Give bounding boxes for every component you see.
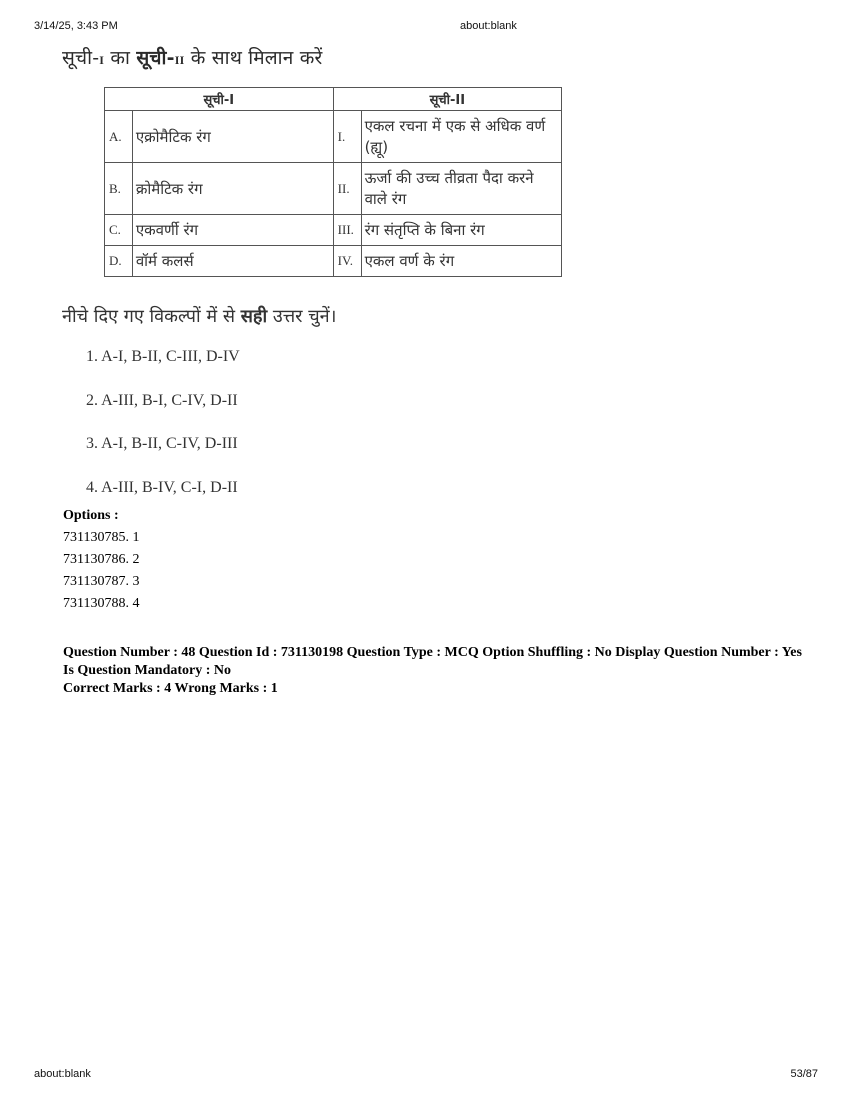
instruction-bold: सही bbox=[240, 306, 268, 327]
title-list2-roman: II bbox=[174, 53, 185, 67]
choice-item: 2. A-III, B-I, C-IV, D-II bbox=[86, 392, 238, 409]
print-url: about:blank bbox=[460, 20, 517, 32]
row-match: एकल रचना में एक से अधिक वर्ण (ह्यू) bbox=[361, 111, 561, 163]
row-item: क्रोमैटिक रंग bbox=[132, 163, 333, 215]
header-list1: सूची-I bbox=[105, 88, 334, 111]
row-item: एकवर्णी रंग bbox=[132, 215, 333, 246]
instruction bbox=[62, 304, 336, 328]
instruction-post: उत्तर चुनें। bbox=[267, 306, 337, 327]
option-item: 731130787. 3 bbox=[63, 574, 140, 589]
title-pre: सूची- bbox=[62, 47, 100, 69]
row-match: एकल वर्ण के रंग bbox=[361, 246, 561, 277]
print-datetime: 3/14/25, 3:43 PM bbox=[34, 20, 118, 32]
title-bold: सूची- bbox=[136, 47, 175, 69]
header-list2: सूची-II bbox=[333, 88, 561, 111]
row-match: रंग संतृप्ति के बिना रंग bbox=[361, 215, 561, 246]
question-title bbox=[62, 44, 323, 70]
row-num: IV. bbox=[333, 246, 361, 277]
row-key: A. bbox=[105, 111, 133, 163]
row-key: B. bbox=[105, 163, 133, 215]
title-post: के साथ मिलान करें bbox=[184, 47, 323, 69]
options-title: Options : bbox=[63, 508, 119, 523]
table-row bbox=[105, 111, 562, 163]
row-num: III. bbox=[333, 215, 361, 246]
choice-item: 4. A-III, B-IV, C-I, D-II bbox=[86, 479, 238, 496]
table-header-row bbox=[105, 88, 562, 111]
option-item: 731130786. 2 bbox=[63, 552, 140, 567]
row-item: वॉर्म कलर्स bbox=[132, 246, 333, 277]
row-num: II. bbox=[333, 163, 361, 215]
table-row bbox=[105, 246, 562, 277]
choice-item: 1. A-I, B-II, C-III, D-IV bbox=[86, 348, 240, 365]
title-mid: का bbox=[104, 47, 137, 69]
row-match: ऊर्जा की उच्च तीव्रता पैदा करने वाले रंग bbox=[361, 163, 561, 215]
marks-line: Correct Marks : 4 Wrong Marks : 1 bbox=[63, 681, 278, 696]
question-image bbox=[58, 40, 578, 510]
row-num: I. bbox=[333, 111, 361, 163]
choice-item: 3. A-I, B-II, C-IV, D-III bbox=[86, 435, 238, 452]
question-meta bbox=[63, 644, 803, 698]
title-list1-roman: I bbox=[99, 53, 105, 67]
footer-url: about:blank bbox=[34, 1068, 91, 1080]
options-block bbox=[63, 505, 139, 615]
instruction-pre: नीचे दिए गए विकल्पों में से bbox=[62, 306, 241, 327]
meta-line: Question Number : 48 Question Id : 731130198 Question Type : MCQ Option Shuffling : No Display Question Number : Yes Is Question Mandatory : No bbox=[63, 645, 802, 678]
table-row bbox=[105, 163, 562, 215]
table-row bbox=[105, 215, 562, 246]
row-key: D. bbox=[105, 246, 133, 277]
option-item: 731130788. 4 bbox=[63, 596, 140, 611]
option-item: 731130785. 1 bbox=[63, 530, 140, 545]
row-key: C. bbox=[105, 215, 133, 246]
page-number: 53/87 bbox=[790, 1068, 818, 1080]
match-table bbox=[104, 87, 562, 277]
row-item: एक्रोमैटिक रंग bbox=[132, 111, 333, 163]
